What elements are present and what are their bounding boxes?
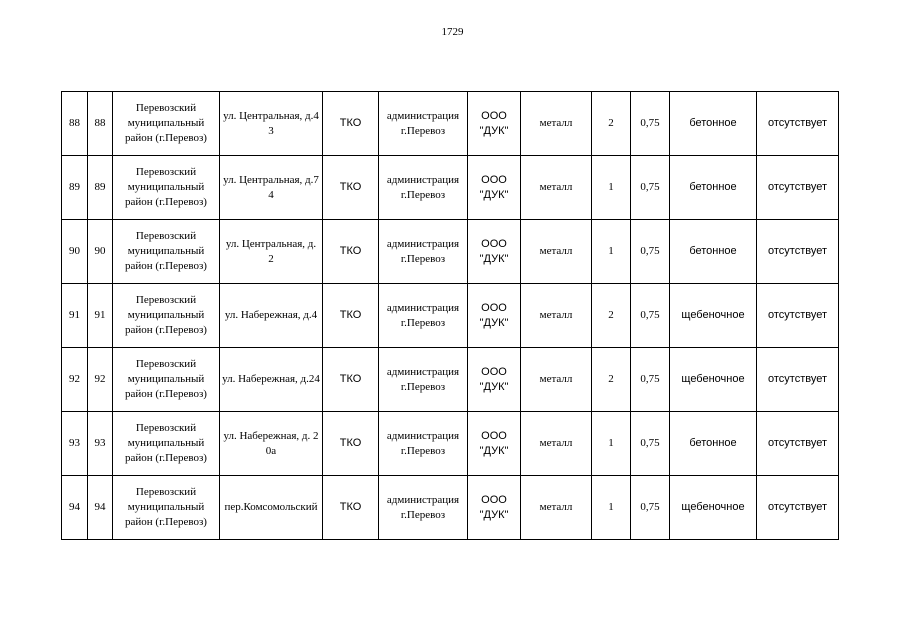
- container-volume-cell: 0,75: [631, 412, 670, 476]
- address-cell: ул. Набережная, д.4: [220, 284, 323, 348]
- item-number-cell: 94: [88, 476, 113, 540]
- operator-cell: ООО "ДУК": [468, 156, 521, 220]
- waste-type-cell: ТКО: [323, 284, 379, 348]
- waste-type-cell: ТКО: [323, 220, 379, 284]
- container-material-cell: металл: [521, 476, 592, 540]
- address-cell: ул. Центральная, д.74: [220, 156, 323, 220]
- address-cell: ул. Центральная, д. 2: [220, 220, 323, 284]
- row-number-cell: 90: [62, 220, 88, 284]
- owner-cell: администрация г.Перевоз: [379, 156, 468, 220]
- district-cell: Перевозский муниципальный район (г.Перевоз): [113, 220, 220, 284]
- surface-type-cell: бетонное: [670, 220, 757, 284]
- container-material-cell: металл: [521, 156, 592, 220]
- fence-cell: отсутствует: [757, 220, 839, 284]
- registry-table: [61, 91, 839, 540]
- operator-cell: ООО "ДУК": [468, 284, 521, 348]
- surface-type-cell: щебеночное: [670, 476, 757, 540]
- container-material-cell: металл: [521, 220, 592, 284]
- container-count-cell: 1: [592, 412, 631, 476]
- container-count-cell: 2: [592, 284, 631, 348]
- owner-cell: администрация г.Перевоз: [379, 476, 468, 540]
- fence-cell: отсутствует: [757, 284, 839, 348]
- row-number-cell: 88: [62, 92, 88, 156]
- waste-type-cell: ТКО: [323, 476, 379, 540]
- row-number-cell: 92: [62, 348, 88, 412]
- container-volume-cell: 0,75: [631, 348, 670, 412]
- container-count-cell: 1: [592, 156, 631, 220]
- fence-cell: отсутствует: [757, 412, 839, 476]
- row-number-cell: 91: [62, 284, 88, 348]
- container-material-cell: металл: [521, 92, 592, 156]
- container-material-cell: металл: [521, 348, 592, 412]
- district-cell: Перевозский муниципальный район (г.Перевоз): [113, 412, 220, 476]
- container-count-cell: 2: [592, 92, 631, 156]
- row-number-cell: 93: [62, 412, 88, 476]
- operator-cell: ООО "ДУК": [468, 348, 521, 412]
- district-cell: Перевозский муниципальный район (г.Перевоз): [113, 476, 220, 540]
- fence-cell: отсутствует: [757, 348, 839, 412]
- fence-cell: отсутствует: [757, 92, 839, 156]
- surface-type-cell: бетонное: [670, 92, 757, 156]
- container-count-cell: 1: [592, 476, 631, 540]
- item-number-cell: 92: [88, 348, 113, 412]
- container-volume-cell: 0,75: [631, 284, 670, 348]
- container-volume-cell: 0,75: [631, 476, 670, 540]
- item-number-cell: 91: [88, 284, 113, 348]
- table-row: [62, 284, 839, 348]
- table-row: [62, 476, 839, 540]
- waste-type-cell: ТКО: [323, 412, 379, 476]
- address-cell: ул. Центральная, д.43: [220, 92, 323, 156]
- table-row: [62, 92, 839, 156]
- table-row: [62, 412, 839, 476]
- page-number: 1729: [441, 26, 464, 38]
- item-number-cell: 93: [88, 412, 113, 476]
- address-cell: ул. Набережная, д. 20а: [220, 412, 323, 476]
- row-number-cell: 94: [62, 476, 88, 540]
- address-cell: пер.Комсомольский: [220, 476, 323, 540]
- surface-type-cell: щебеночное: [670, 284, 757, 348]
- owner-cell: администрация г.Перевоз: [379, 220, 468, 284]
- container-count-cell: 1: [592, 220, 631, 284]
- item-number-cell: 90: [88, 220, 113, 284]
- address-cell: ул. Набережная, д.24: [220, 348, 323, 412]
- container-volume-cell: 0,75: [631, 156, 670, 220]
- operator-cell: ООО "ДУК": [468, 220, 521, 284]
- container-volume-cell: 0,75: [631, 92, 670, 156]
- district-cell: Перевозский муниципальный район (г.Перевоз): [113, 348, 220, 412]
- fence-cell: отсутствует: [757, 156, 839, 220]
- owner-cell: администрация г.Перевоз: [379, 92, 468, 156]
- district-cell: Перевозский муниципальный район (г.Перевоз): [113, 92, 220, 156]
- waste-type-cell: ТКО: [323, 348, 379, 412]
- waste-type-cell: ТКО: [323, 156, 379, 220]
- container-volume-cell: 0,75: [631, 220, 670, 284]
- owner-cell: администрация г.Перевоз: [379, 412, 468, 476]
- container-count-cell: 2: [592, 348, 631, 412]
- row-number-cell: 89: [62, 156, 88, 220]
- operator-cell: ООО "ДУК": [468, 476, 521, 540]
- owner-cell: администрация г.Перевоз: [379, 284, 468, 348]
- item-number-cell: 89: [88, 156, 113, 220]
- table-body: [62, 92, 839, 540]
- district-cell: Перевозский муниципальный район (г.Перевоз): [113, 284, 220, 348]
- table-row: [62, 156, 839, 220]
- surface-type-cell: бетонное: [670, 412, 757, 476]
- table-row: [62, 220, 839, 284]
- item-number-cell: 88: [88, 92, 113, 156]
- operator-cell: ООО "ДУК": [468, 92, 521, 156]
- operator-cell: ООО "ДУК": [468, 412, 521, 476]
- container-material-cell: металл: [521, 412, 592, 476]
- district-cell: Перевозский муниципальный район (г.Перевоз): [113, 156, 220, 220]
- container-material-cell: металл: [521, 284, 592, 348]
- table-row: [62, 348, 839, 412]
- surface-type-cell: бетонное: [670, 156, 757, 220]
- surface-type-cell: щебеночное: [670, 348, 757, 412]
- fence-cell: отсутствует: [757, 476, 839, 540]
- waste-type-cell: ТКО: [323, 92, 379, 156]
- owner-cell: администрация г.Перевоз: [379, 348, 468, 412]
